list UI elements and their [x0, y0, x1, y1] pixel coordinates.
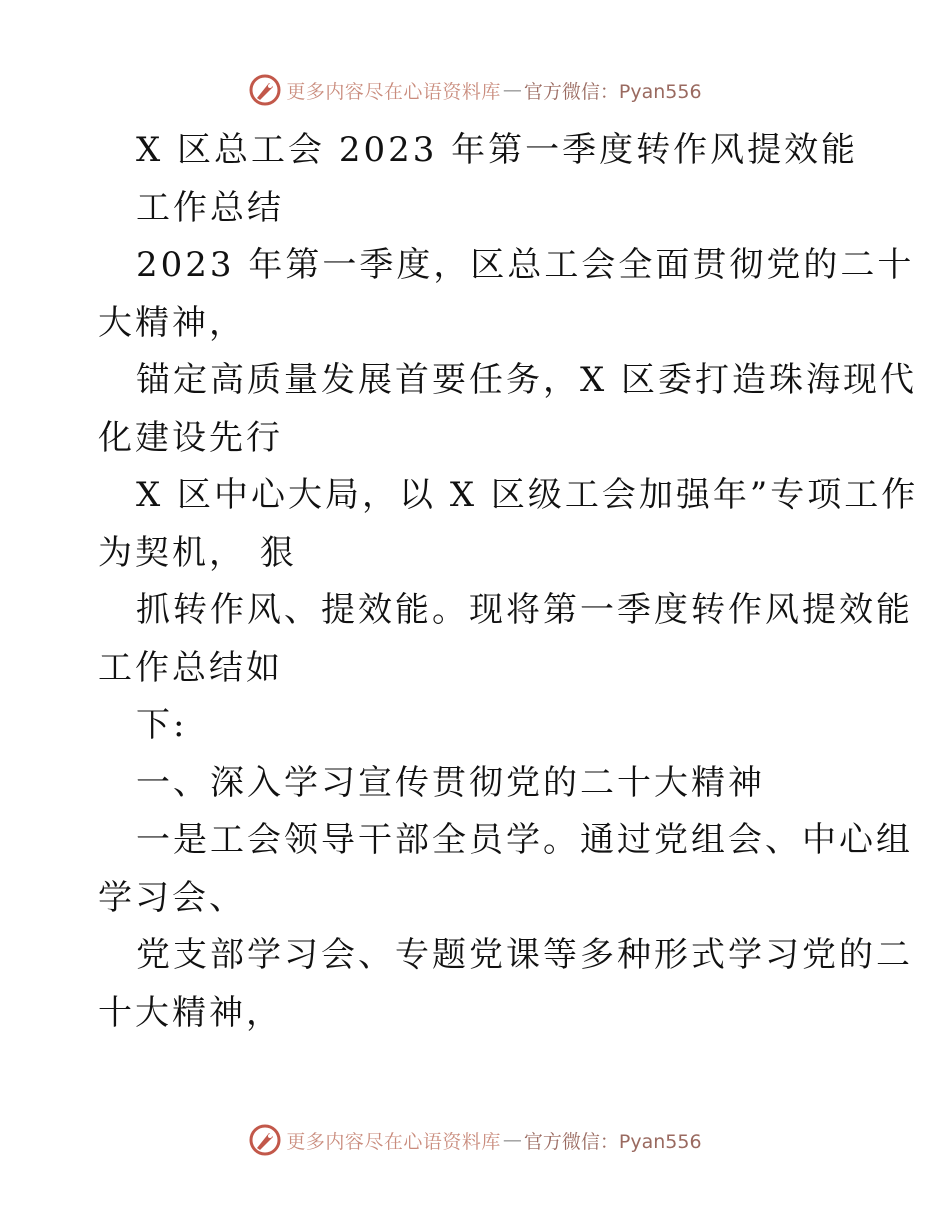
watermark-text: 更多内容尽在心语资料库	[286, 1130, 501, 1153]
pen-nib-logo-icon	[248, 73, 282, 107]
doc-title-line-2: 工作总结	[136, 187, 284, 228]
pen-nib-logo-icon	[248, 1123, 282, 1157]
doc-title-line-1: X 区总工会 2023 年第一季度转作风提效能	[136, 130, 859, 170]
watermark-text: 更多内容尽在心语资料库	[286, 80, 501, 103]
paragraph-line: 化建设先行	[98, 417, 283, 458]
watermark-wechat: 官方微信：Pyan556	[523, 80, 702, 103]
watermark-wechat: 官方微信：Pyan556	[523, 1130, 702, 1153]
paragraph-line: 下:	[136, 705, 188, 745]
footer-watermark	[0, 1120, 950, 1160]
paragraph-line: 2023 年第一季度，区总工会全面贯彻党的二十	[136, 245, 915, 285]
paragraph-line: 一是工会领导干部全员学。通过党组会、中心组	[136, 820, 913, 860]
section-heading: 一、深入学习宣传贯彻党的二十大精神	[136, 762, 765, 803]
paragraph-line: 为契机， 狠	[98, 532, 297, 573]
paragraph-line: 党支部学习会、专题党课等多种形式学习党的二	[136, 935, 913, 975]
paragraph-line: 大精神，	[98, 302, 246, 343]
document-body	[98, 122, 919, 1042]
paragraph-line: 学习会、	[98, 877, 246, 918]
header-watermark	[0, 70, 950, 110]
paragraph-line: 十大精神，	[98, 992, 283, 1033]
watermark-separator: —	[502, 1129, 522, 1151]
paragraph-line: 抓转作风、提效能。现将第一季度转作风提效能	[136, 590, 913, 630]
paragraph-line: 工作总结如	[98, 647, 283, 688]
paragraph-line: 锚定高质量发展首要任务，X 区委打造珠海现代	[136, 360, 918, 400]
watermark-separator: —	[502, 79, 522, 101]
paragraph-line: X 区中心大局，以 X 区级工会加强年”专项工作	[136, 475, 919, 515]
